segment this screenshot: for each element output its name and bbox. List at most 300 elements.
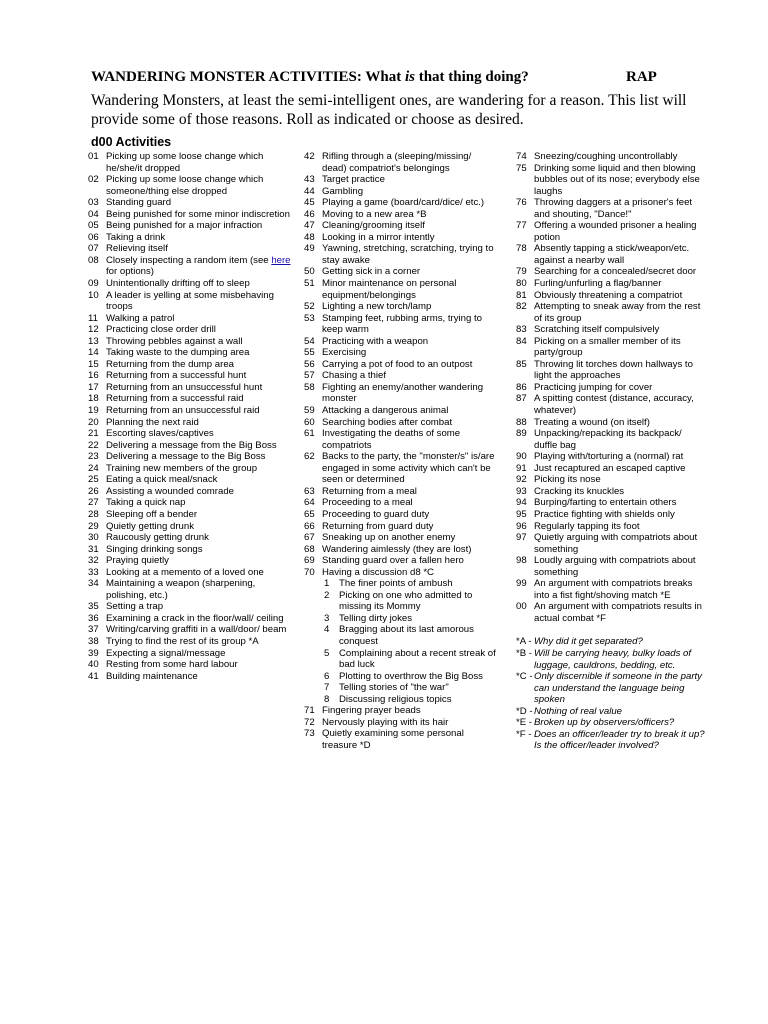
- sub-list-item: [304, 578, 496, 590]
- list-item: [88, 151, 296, 174]
- item-number: 51: [304, 278, 315, 290]
- item-text: Getting sick in a corner: [322, 266, 421, 278]
- item-text: Absently tapping a stick/weapon/etc. against a nearby wall: [534, 243, 690, 266]
- item-text: Singing drinking songs: [106, 543, 203, 555]
- footnote-text: Nothing of real value: [534, 705, 622, 717]
- sub-list-item: [304, 613, 496, 625]
- item-number: 78: [516, 243, 527, 255]
- item-text: Looking at a memento of a loved one: [106, 566, 264, 578]
- list-item: [516, 290, 706, 302]
- item-number: 71: [304, 705, 315, 717]
- item-text: Raucously getting drunk: [106, 532, 209, 544]
- item-number: 80: [516, 278, 527, 290]
- list-item: [88, 486, 296, 498]
- item-number: 04: [88, 208, 99, 220]
- item-number: 29: [88, 520, 99, 532]
- item-number: 18: [88, 393, 99, 405]
- item-number: 24: [88, 462, 99, 474]
- item-number: 19: [88, 405, 99, 417]
- list-item: [304, 278, 496, 301]
- item-number: 8: [324, 693, 330, 705]
- item-text: Quietly getting drunk: [106, 520, 194, 532]
- item-number: 88: [516, 416, 527, 428]
- footnote: [516, 636, 706, 648]
- item-text: Playing a game (board/card/dice/ etc.): [322, 197, 485, 209]
- item-number: 34: [88, 578, 99, 590]
- list-item: [516, 324, 706, 336]
- item-number: 75: [516, 162, 527, 174]
- item-number: 05: [88, 220, 99, 232]
- item-number: 12: [88, 324, 99, 336]
- footnote-marker: *C -: [516, 671, 533, 683]
- item-number: 02: [88, 174, 99, 186]
- list-item: [88, 393, 296, 405]
- list-item: [88, 532, 296, 544]
- item-text: Investigating the deaths of some compatriots: [322, 428, 461, 451]
- list-item: [88, 567, 296, 579]
- item-number: 4: [324, 624, 330, 636]
- list-item: [304, 451, 496, 486]
- footnote-text: Broken up by observers/officers?: [534, 717, 675, 729]
- item-number: 62: [304, 451, 315, 463]
- item-text: Expecting a signal/message: [106, 647, 226, 659]
- item-text: Attacking a dangerous animal: [322, 405, 449, 417]
- list-item: [88, 613, 296, 625]
- list-item: [88, 440, 296, 452]
- item-text: Returning from the dump area: [106, 358, 234, 370]
- list-item: [88, 220, 296, 232]
- item-text: Quietly arguing with compatriots about something: [534, 532, 698, 555]
- options-link[interactable]: here: [271, 254, 291, 266]
- item-number: 95: [516, 508, 527, 520]
- item-text: Returning from a successful raid: [106, 393, 244, 405]
- list-item: [304, 209, 496, 221]
- list-item: [516, 151, 706, 163]
- footnote: [516, 706, 706, 718]
- list-item: [88, 521, 296, 533]
- list-item: [516, 243, 706, 266]
- list-item: [304, 405, 496, 417]
- list-item: [304, 382, 496, 405]
- item-number: 26: [88, 485, 99, 497]
- item-number: 10: [88, 289, 99, 301]
- item-text: Taking waste to the dumping area: [106, 347, 250, 359]
- item-number: 98: [516, 555, 527, 567]
- item-text: Sneezing/coughing uncontrollably: [534, 151, 678, 162]
- item-text: Loudly arguing with compatriots about something: [534, 555, 696, 578]
- item-number: 84: [516, 335, 527, 347]
- item-text-tail: for options): [106, 266, 154, 278]
- list-item: [88, 209, 296, 221]
- sub-list-item: [304, 624, 496, 647]
- item-text: Standing guard: [106, 197, 172, 209]
- list-item: [88, 578, 296, 601]
- sub-list-item: [304, 694, 496, 706]
- list-item: [304, 174, 496, 186]
- list-item: [516, 578, 706, 601]
- item-number: 28: [88, 508, 99, 520]
- list-item: [304, 197, 496, 209]
- item-text: Exercising: [322, 347, 367, 359]
- item-number: 73: [304, 728, 315, 740]
- list-item: [304, 347, 496, 359]
- item-number: 90: [516, 451, 527, 463]
- item-number: 63: [304, 485, 315, 497]
- item-text: Bragging about its last amorous conquest: [339, 624, 474, 647]
- footnote-marker: *F -: [516, 728, 532, 740]
- item-text: Picking on one who admitted to missing its Mommy: [339, 589, 473, 613]
- item-text: Rifling through a (sleeping/missing/ dead) compatriot's belongings: [322, 151, 472, 174]
- list-item: [304, 243, 496, 266]
- item-number: 55: [304, 347, 315, 359]
- item-text: Telling dirty jokes: [339, 612, 413, 624]
- footnote-marker: *B -: [516, 647, 532, 659]
- item-text: Attempting to sneak away from the rest of its group: [534, 301, 701, 324]
- item-number: 91: [516, 462, 527, 474]
- item-text: Lighting a new torch/lamp: [322, 301, 432, 313]
- item-text: Sleeping off a bender: [106, 508, 198, 520]
- item-text: Having a discussion d8 *C: [322, 566, 434, 578]
- activities-column-3: [516, 151, 706, 752]
- item-number: 03: [88, 197, 99, 209]
- list-item: [88, 659, 296, 671]
- list-item: [516, 417, 706, 429]
- item-number: 32: [88, 555, 99, 567]
- item-text: Picking up some loose change which someone/thing else dropped: [106, 174, 264, 197]
- item-number: 89: [516, 428, 527, 440]
- title-text-after: that thing doing?: [414, 69, 529, 85]
- list-item: [88, 451, 296, 463]
- list-item: [304, 336, 496, 348]
- item-number: 31: [88, 543, 99, 555]
- sub-list-item: [304, 682, 496, 694]
- item-text: Throwing daggers at a prisoner's feet and shouting, "Dance!": [534, 197, 693, 220]
- item-number: 21: [88, 428, 99, 440]
- item-number: 65: [304, 508, 315, 520]
- list-item: [516, 163, 706, 198]
- item-number: 06: [88, 231, 99, 243]
- list-item: [88, 347, 296, 359]
- list-item: [304, 186, 496, 198]
- item-text: Practicing jumping for cover: [534, 381, 653, 393]
- item-text: Gambling: [322, 185, 364, 197]
- list-item: [88, 463, 296, 475]
- list-item: [304, 521, 496, 533]
- item-text: Writing/carving graffiti in a wall/door/ beam: [106, 624, 287, 636]
- list-item: [304, 486, 496, 498]
- item-text: Drinking some liquid and then blowing bubbles out of its nose; everybody else laughs: [534, 162, 700, 197]
- item-text: Target practice: [322, 174, 385, 186]
- item-text: Proceeding to a meal: [322, 497, 413, 509]
- item-text: Backs to the party, the "monster/s" is/are engaged in some activity which can't be seen or determined: [322, 451, 495, 486]
- item-text: Stamping feet, rubbing arms, trying to keep warm: [322, 312, 482, 336]
- item-number: 87: [516, 393, 527, 405]
- item-number: 47: [304, 220, 315, 232]
- item-number: 2: [324, 589, 330, 601]
- item-text: Fingering prayer beads: [322, 705, 421, 717]
- item-text: Building maintenance: [106, 670, 198, 682]
- item-number: 22: [88, 439, 99, 451]
- item-text: Discussing religious topics: [339, 693, 452, 705]
- footnote-marker: *A -: [516, 636, 532, 648]
- item-text: Quietly examining some personal treasure *D: [322, 728, 464, 751]
- item-text: Being punished for some minor indiscretion: [106, 208, 290, 220]
- item-text: Telling stories of "the war": [339, 682, 449, 694]
- item-number: 46: [304, 208, 315, 220]
- item-number: 41: [88, 670, 99, 682]
- list-item: [516, 197, 706, 220]
- item-number: 69: [304, 555, 315, 567]
- item-text: Delivering a message to the Big Boss: [106, 451, 266, 463]
- list-item: [88, 509, 296, 521]
- list-item: [304, 232, 496, 244]
- item-text: Nervously playing with its hair: [322, 716, 449, 728]
- list-item: [516, 220, 706, 243]
- item-text: Looking in a mirror intently: [322, 231, 435, 243]
- item-number: 33: [88, 566, 99, 578]
- item-number: 35: [88, 601, 99, 613]
- list-item: [304, 544, 496, 556]
- item-text: An argument with compatriots results in actual combat *F: [534, 601, 702, 624]
- footnote: [516, 717, 706, 729]
- list-item: [304, 266, 496, 278]
- list-item: [88, 197, 296, 209]
- list-item: [88, 555, 296, 567]
- item-text: Cracking its knuckles: [534, 485, 625, 497]
- item-text: Practicing close order drill: [106, 324, 216, 336]
- item-number: 43: [304, 174, 315, 186]
- list-item: [516, 359, 706, 382]
- list-item: [88, 290, 296, 313]
- item-number: 70: [304, 566, 315, 578]
- item-number: 86: [516, 381, 527, 393]
- footnote: [516, 671, 706, 706]
- item-text: Training new members of the group: [106, 462, 258, 474]
- item-text: Returning from a meal: [322, 485, 417, 497]
- list-item: [88, 671, 296, 683]
- item-number: 92: [516, 474, 527, 486]
- list-item: [88, 232, 296, 244]
- item-text: Playing with/torturing a (normal) rat: [534, 451, 684, 463]
- section-heading: d00 Activities: [91, 135, 172, 149]
- item-number: 59: [304, 405, 315, 417]
- list-item: [88, 624, 296, 636]
- title-text-italic: is: [404, 69, 415, 85]
- activities-column-2: [304, 151, 496, 751]
- item-number: 68: [304, 543, 315, 555]
- list-item: [304, 220, 496, 232]
- item-text: Being punished for a major infraction: [106, 220, 263, 232]
- item-text: Searching bodies after combat: [322, 416, 453, 428]
- list-item: [304, 428, 496, 451]
- list-item: [304, 705, 496, 717]
- item-text: The finer points of ambush: [339, 578, 453, 590]
- item-number: 30: [88, 532, 99, 544]
- item-text: Planning the next raid: [106, 416, 199, 428]
- list-item: [516, 509, 706, 521]
- item-text: Searching for a concealed/secret door: [534, 266, 697, 278]
- item-text: Burping/farting to entertain others: [534, 497, 677, 509]
- list-item: [88, 370, 296, 382]
- list-item: [516, 555, 706, 578]
- item-text: Complaining about a recent streak of bad luck: [339, 647, 496, 671]
- author-initials: RAP: [626, 69, 657, 85]
- item-text: Taking a drink: [106, 231, 166, 243]
- item-number: 72: [304, 716, 315, 728]
- item-number: 1: [324, 578, 330, 590]
- list-item: [516, 497, 706, 509]
- item-text: Moving to a new area *B: [322, 208, 427, 220]
- sub-list-item: [304, 590, 496, 613]
- list-item: [304, 509, 496, 521]
- list-item: [88, 648, 296, 660]
- item-text: Unpacking/repacking its backpack/ duffle bag: [534, 428, 682, 451]
- list-item: [88, 428, 296, 440]
- list-item: [88, 405, 296, 417]
- item-text: Assisting a wounded comrade: [106, 485, 234, 497]
- item-number: 61: [304, 428, 315, 440]
- sub-list-item: [304, 648, 496, 671]
- item-text: Trying to find the rest of its group *A: [106, 635, 259, 647]
- item-number: 13: [88, 335, 99, 347]
- item-text: Regularly tapping its foot: [534, 520, 640, 532]
- item-number: 25: [88, 474, 99, 486]
- footnote-text: Will be carrying heavy, bulky loads of luggage, cauldrons, bedding, etc.: [534, 647, 692, 671]
- item-text: Wandering aimlessly (they are lost): [322, 543, 472, 555]
- list-item: [304, 417, 496, 429]
- item-text: Returning from an unsuccessful hunt: [106, 381, 263, 393]
- list-item: [304, 555, 496, 567]
- item-number: 37: [88, 624, 99, 636]
- item-number: 94: [516, 497, 527, 509]
- item-number: 44: [304, 185, 315, 197]
- item-number: 6: [324, 670, 330, 682]
- item-number: 54: [304, 335, 315, 347]
- item-text: Unintentionally drifting off to sleep: [106, 278, 250, 290]
- item-text: Delivering a message from the Big Boss: [106, 439, 277, 451]
- item-text: Returning from a successful hunt: [106, 370, 247, 382]
- item-text: Offering a wounded prisoner a healing potion: [534, 220, 697, 243]
- list-item: [88, 336, 296, 348]
- list-item: [88, 544, 296, 556]
- item-text: Eating a quick meal/snack: [106, 474, 218, 486]
- item-number: 53: [304, 312, 315, 324]
- list-item: [516, 521, 706, 533]
- footnote-text: Only discernible if someone in the party can understand the language being spoken: [534, 671, 702, 706]
- item-number: 99: [516, 578, 527, 590]
- item-number: 27: [88, 497, 99, 509]
- item-number: 00: [516, 601, 527, 613]
- item-number: 58: [304, 381, 315, 393]
- item-number: 76: [516, 197, 527, 209]
- item-text: Closely inspecting a random item (see: [106, 254, 272, 266]
- list-item: [88, 417, 296, 429]
- intro-paragraph: Wandering Monsters, at least the semi-intelligent ones, are wandering for a reason. This list will provide some of those reasons. Roll as indicated or choose as desired.: [91, 92, 687, 128]
- item-text: Returning from an unsuccessful raid: [106, 405, 260, 417]
- item-text: Chasing a thief: [322, 370, 386, 382]
- list-item: [88, 243, 296, 255]
- item-text: Picking up some loose change which he/she/it dropped: [106, 151, 264, 174]
- item-text: Cleaning/grooming itself: [322, 220, 425, 232]
- item-number: 66: [304, 520, 315, 532]
- item-number: 15: [88, 358, 99, 370]
- list-item: [516, 428, 706, 451]
- list-item: [304, 497, 496, 509]
- list-item: [304, 717, 496, 729]
- list-item: [516, 393, 706, 416]
- item-number: 08: [88, 254, 99, 266]
- item-number: 23: [88, 451, 99, 463]
- list-item: [88, 474, 296, 486]
- list-item: [516, 301, 706, 324]
- list-item: [304, 301, 496, 313]
- item-number: 49: [304, 243, 315, 255]
- item-number: 82: [516, 301, 527, 313]
- footnote: [516, 729, 706, 752]
- item-text: Plotting to overthrow the Big Boss: [339, 670, 483, 682]
- item-text: Maintaining a weapon (sharpening, polishing, etc.): [106, 578, 256, 601]
- item-text: Praying quietly: [106, 555, 169, 567]
- item-text: Throwing lit torches down hallways to light the approaches: [534, 358, 693, 382]
- item-text: Minor maintenance on personal equipment/belongings: [322, 278, 457, 301]
- item-number: 81: [516, 289, 527, 301]
- list-item: [516, 278, 706, 290]
- item-number: 3: [324, 612, 330, 624]
- item-number: 57: [304, 370, 315, 382]
- footnote-marker: *E -: [516, 717, 532, 729]
- item-text: Obviously threatening a compatriot: [534, 289, 683, 301]
- list-item: [516, 451, 706, 463]
- list-item: [88, 359, 296, 371]
- item-text: An argument with compatriots breaks into a fist fight/shoving match *E: [534, 578, 693, 601]
- list-item: [88, 278, 296, 290]
- list-item: [516, 266, 706, 278]
- activities-column-1: [88, 151, 296, 682]
- item-number: 50: [304, 266, 315, 278]
- item-number: 01: [88, 151, 99, 162]
- list-item: [304, 313, 496, 336]
- list-item: [304, 567, 496, 579]
- item-number: 39: [88, 647, 99, 659]
- item-text: Picking on a smaller member of its party/group: [534, 335, 681, 359]
- item-number: 83: [516, 324, 527, 336]
- item-number: 36: [88, 612, 99, 624]
- list-item: [304, 532, 496, 544]
- item-number: 79: [516, 266, 527, 278]
- item-text: Picking its nose: [534, 474, 601, 486]
- item-text: Returning from guard duty: [322, 520, 434, 532]
- list-item: [516, 474, 706, 486]
- list-item: [88, 497, 296, 509]
- item-text: Practicing with a weapon: [322, 335, 429, 347]
- list-item: [304, 728, 496, 751]
- list-item: [516, 601, 706, 624]
- item-number: 93: [516, 485, 527, 497]
- item-text: Resting from some hard labour: [106, 659, 238, 671]
- item-number: 11: [88, 312, 98, 324]
- item-text: Carrying a pot of food to an outpost: [322, 358, 473, 370]
- item-number: 77: [516, 220, 527, 232]
- list-item: [516, 532, 706, 555]
- item-number: 85: [516, 358, 527, 370]
- item-number: 17: [88, 381, 99, 393]
- item-text: Walking a patrol: [106, 312, 175, 324]
- item-number: 74: [516, 151, 527, 162]
- item-text: Furling/unfurling a flag/banner: [534, 278, 662, 290]
- list-item: [88, 255, 296, 278]
- item-text: Relieving itself: [106, 243, 168, 255]
- item-text: A spitting contest (distance, accuracy, whatever): [534, 393, 694, 417]
